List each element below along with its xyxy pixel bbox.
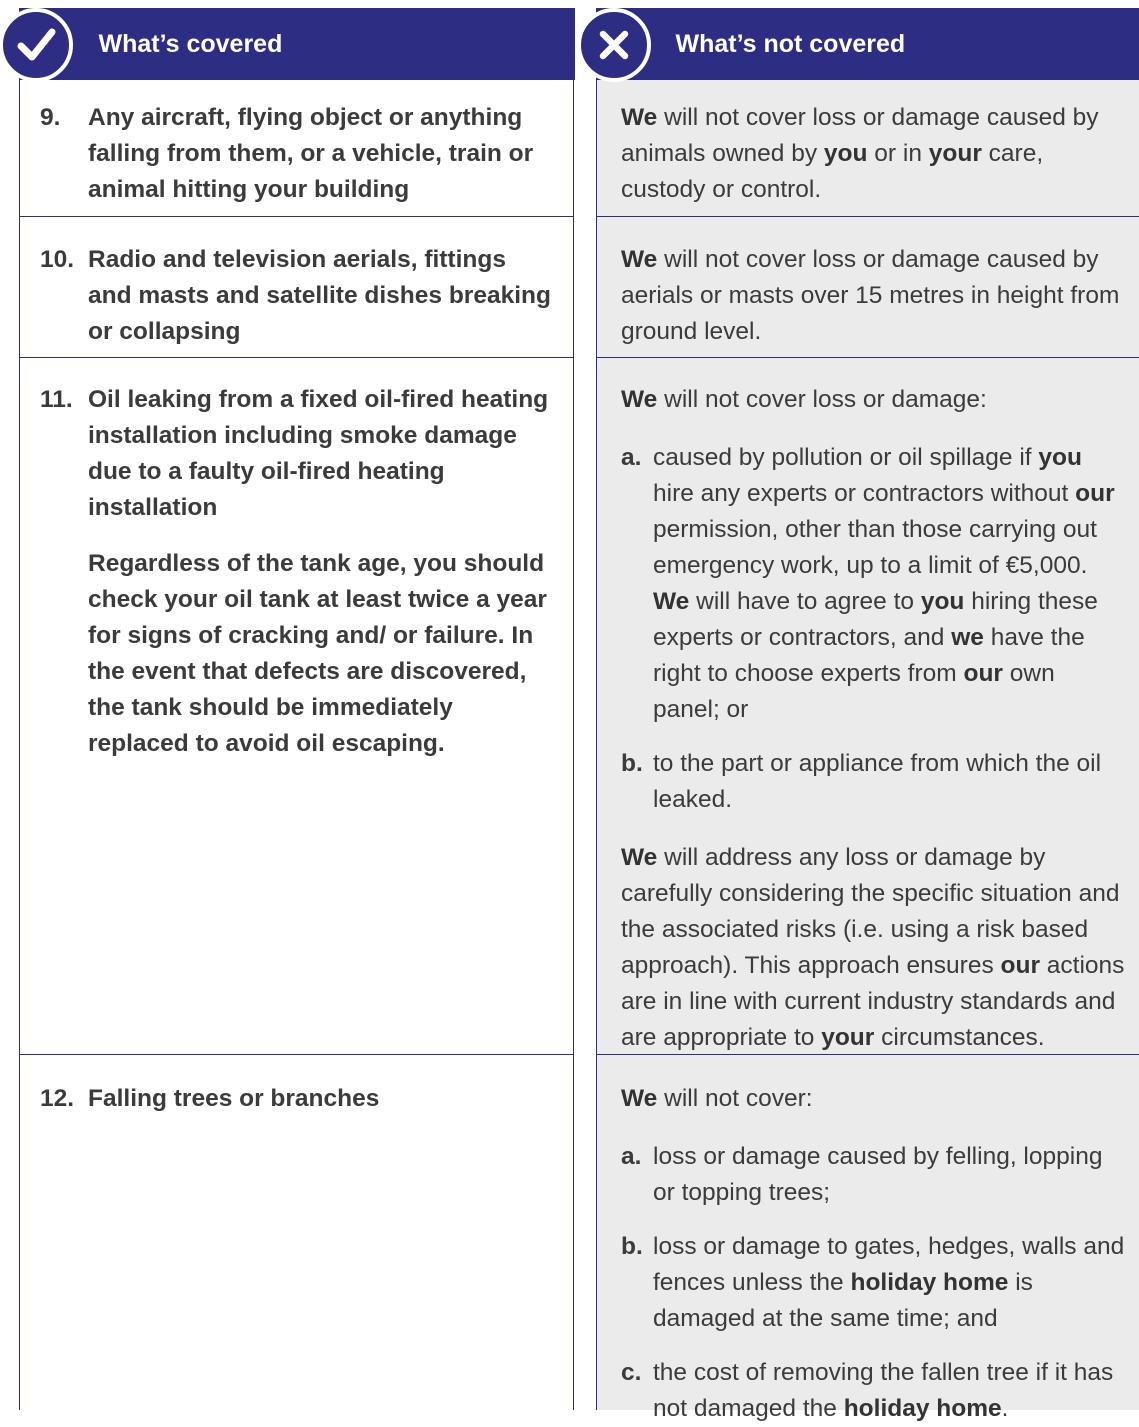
item-text: Oil leaking from a fixed oil-fired heating installation including smoke damage due to a faulty oil-fired heating installation — [40, 382, 555, 526]
covered-header — [19, 8, 575, 80]
exclusion-paragraph: We will address any loss or damage by carefully considering the specific situation and the associated risks (i.e. using a risk based approach). This approach ensures our actions are in line with current industry standards and are appropriate to your circumstances. — [621, 840, 1127, 1056]
item-text: Falling trees or branches — [40, 1081, 555, 1117]
exclusion-12 — [621, 1081, 1127, 1427]
exclusion-9: We will not cover loss or damage caused by animals owned by you or in your care, custody or control. — [621, 100, 1127, 208]
covered-item-12 — [40, 1081, 555, 1117]
covered-row — [20, 217, 573, 358]
covered-row — [20, 80, 573, 217]
not-covered-row — [597, 1055, 1139, 1415]
item-text: Radio and television aerials, fittings and masts and satellite dishes breaking or collapsing — [40, 242, 555, 350]
exclusion-intro: We will not cover loss or damage: — [621, 382, 1127, 418]
item-note: Regardless of the tank age, you should check your oil tank at least twice a year for signs of cracking and/ or failure. In the event that defects are discovered, the tank should be immediately replaced to avoid oil escaping. — [40, 546, 555, 762]
item-text: Any aircraft, flying object or anything falling from them, or a vehicle, train or animal hitting your building — [40, 100, 555, 208]
covered-item-11 — [40, 382, 555, 762]
item-number: 9. — [40, 100, 60, 136]
exclusion-10: We will not cover loss or damage caused by aerials or masts over 15 metres in height from ground level. — [621, 242, 1127, 350]
not-covered-row — [597, 358, 1139, 1055]
item-number: 12. — [40, 1081, 74, 1117]
covered-row — [20, 1055, 573, 1415]
covered-item-10 — [40, 242, 555, 350]
exclusion-11 — [621, 382, 1127, 1056]
covered-header-title: What’s covered — [99, 30, 283, 58]
exclusion-intro: We will not cover: — [621, 1081, 1127, 1117]
item-number: 10. — [40, 242, 74, 278]
exclusion-item-a: a. loss or damage caused by felling, lopping or topping trees; — [621, 1139, 1127, 1211]
not-covered-header-title: What’s not covered — [676, 30, 906, 58]
covered-item-9 — [40, 100, 555, 208]
exclusion-item-c: c. the cost of removing the fallen tree if it has not damaged the holiday home. — [621, 1355, 1127, 1427]
exclusion-item-b: b. loss or damage to gates, hedges, walls and fences unless the holiday home is damaged at the same time; and — [621, 1229, 1127, 1337]
not-covered-column — [596, 8, 1139, 1410]
item-number: 11. — [40, 382, 73, 418]
exclusion-item-b: b. to the part or appliance from which the oil leaked. — [621, 746, 1127, 818]
covered-column — [19, 8, 574, 1410]
not-covered-row — [597, 80, 1139, 217]
exclusion-item-a: a. caused by pollution or oil spillage if you hire any experts or contractors without our permission, other than those carrying out emergency work, up to a limit of €5,000. We will have to agree to you hiring these experts or contractors, and we have the right to choose experts from our own panel; or — [621, 440, 1127, 728]
cross-icon — [577, 8, 651, 82]
not-covered-row — [597, 217, 1139, 358]
not-covered-header — [596, 8, 1139, 80]
covered-row — [20, 358, 573, 1055]
check-icon — [0, 8, 73, 82]
